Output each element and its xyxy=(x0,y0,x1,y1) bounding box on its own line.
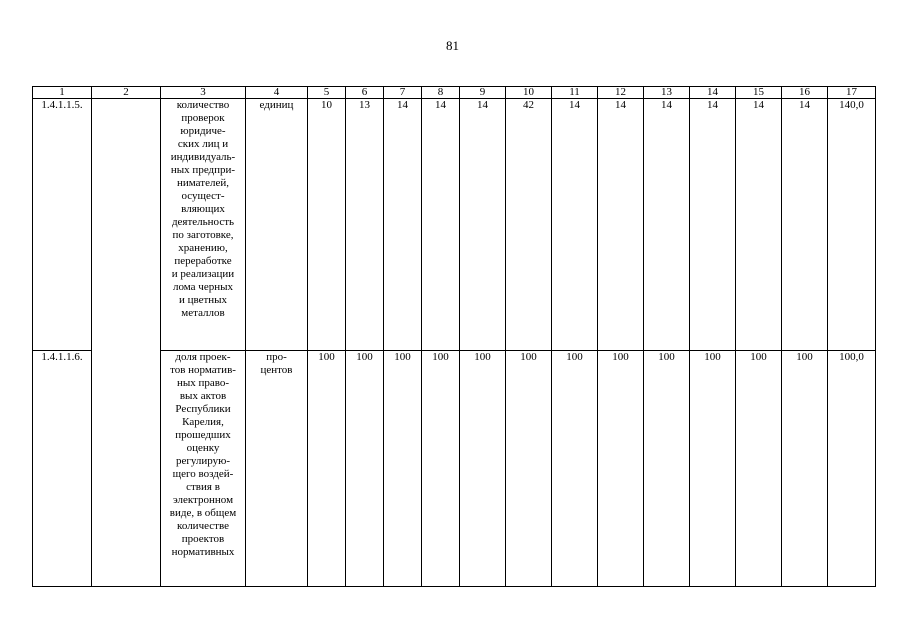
row-total: 100,0 xyxy=(828,351,876,587)
column-header: 5 xyxy=(308,87,346,99)
row-value: 13 xyxy=(346,99,384,351)
row-value: 14 xyxy=(552,99,598,351)
row-indicator: доля проек- тов норматив- ных право- вых актов Республики Карелия, прошедших оценку регулирую- щего воздей- ствия в электронном виде, в общем количестве проектов нормативных xyxy=(161,351,246,587)
row-value: 42 xyxy=(506,99,552,351)
row-value: 14 xyxy=(782,99,828,351)
table-row xyxy=(33,99,876,351)
column-header: 17 xyxy=(828,87,876,99)
row-value: 100 xyxy=(506,351,552,587)
column-header: 12 xyxy=(598,87,644,99)
row-value: 14 xyxy=(384,99,422,351)
row-value: 10 xyxy=(308,99,346,351)
row-value: 100 xyxy=(598,351,644,587)
row-value: 100 xyxy=(552,351,598,587)
column-header: 9 xyxy=(460,87,506,99)
row-value: 100 xyxy=(782,351,828,587)
column-header: 16 xyxy=(782,87,828,99)
column-header: 2 xyxy=(92,87,161,99)
column-header: 13 xyxy=(644,87,690,99)
row-indicator: количество проверок юридиче- ских лиц и индивидуаль- ных предпри- нимателей, осущест- вляющих деятельность по заготовке, хранению, переработке и реализации лома черных и цветных металлов xyxy=(161,99,246,351)
page-number: 81 xyxy=(446,38,459,53)
row-value: 100 xyxy=(422,351,460,587)
column-header: 8 xyxy=(422,87,460,99)
column-header: 15 xyxy=(736,87,782,99)
column-header: 10 xyxy=(506,87,552,99)
column-number-row xyxy=(33,87,876,99)
row-value: 14 xyxy=(460,99,506,351)
column-header: 14 xyxy=(690,87,736,99)
row-total: 140,0 xyxy=(828,99,876,351)
row-value: 14 xyxy=(422,99,460,351)
column-header: 6 xyxy=(346,87,384,99)
row-value: 100 xyxy=(736,351,782,587)
column-header: 7 xyxy=(384,87,422,99)
row-value: 14 xyxy=(690,99,736,351)
row-value: 14 xyxy=(644,99,690,351)
column-header: 11 xyxy=(552,87,598,99)
row-unit: единиц xyxy=(246,99,308,351)
row-value: 100 xyxy=(460,351,506,587)
row-value: 100 xyxy=(308,351,346,587)
row-unit: про- центов xyxy=(246,351,308,587)
row-value: 14 xyxy=(736,99,782,351)
row-code: 1.4.1.1.5. xyxy=(33,99,92,351)
data-table xyxy=(32,86,876,587)
row-value: 100 xyxy=(644,351,690,587)
column-header: 4 xyxy=(246,87,308,99)
row-program-cell xyxy=(92,99,161,587)
row-value: 100 xyxy=(346,351,384,587)
column-header: 3 xyxy=(161,87,246,99)
row-value: 100 xyxy=(690,351,736,587)
column-header: 1 xyxy=(33,87,92,99)
row-code: 1.4.1.1.6. xyxy=(33,351,92,587)
row-value: 14 xyxy=(598,99,644,351)
row-value: 100 xyxy=(384,351,422,587)
